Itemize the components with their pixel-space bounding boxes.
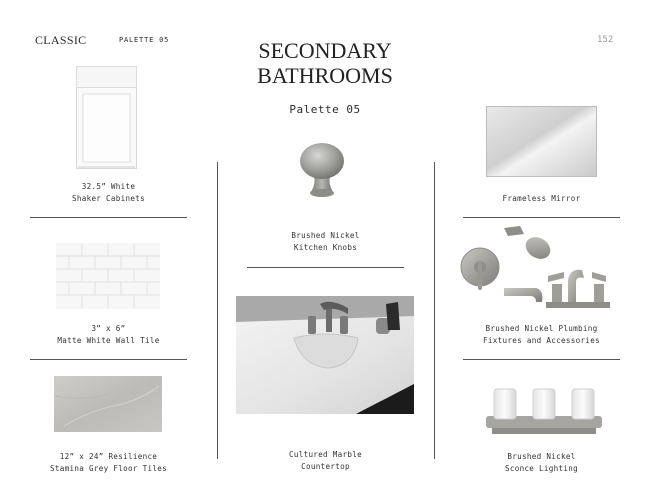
caption-line: Brushed Nickel Plumbing xyxy=(485,324,598,333)
divider-left-1 xyxy=(30,217,187,218)
caption-line: Sconce Lighting xyxy=(504,464,579,473)
column-divider-left xyxy=(217,162,218,459)
caption-line: Fixtures and Accessories xyxy=(483,336,600,345)
caption-shaker-cabinets xyxy=(30,181,187,205)
caption-line: 12” x 24” Resilience xyxy=(59,452,158,461)
floor-tile-image xyxy=(54,376,162,432)
caption-line: 32.5” White xyxy=(81,182,136,191)
page-number: 152 xyxy=(597,35,614,45)
shaker-cabinet-image xyxy=(76,66,138,170)
caption-line: Kitchen Knobs xyxy=(293,243,358,252)
caption-line: Stamina Grey Floor Tiles xyxy=(50,464,167,473)
caption-floor-tile xyxy=(30,451,187,475)
divider-left-2 xyxy=(30,359,187,360)
palette-label: PALETTE 05 xyxy=(119,36,170,44)
frameless-mirror-image xyxy=(486,106,598,178)
caption-line: Brushed Nickel xyxy=(291,231,360,240)
divider-center-1 xyxy=(247,267,404,268)
divider-right-2 xyxy=(463,359,620,360)
caption-line: Shaker Cabinets xyxy=(71,194,146,203)
caption-line: Frameless Mirror xyxy=(502,194,581,203)
column-divider-right xyxy=(434,162,435,459)
caption-plumbing-fixtures xyxy=(463,323,620,347)
caption-line: Matte White Wall Tile xyxy=(57,336,160,345)
marble-countertop-image xyxy=(236,296,414,414)
cabinet-knob-image xyxy=(294,140,350,202)
title-line-1: SECONDARY xyxy=(258,38,392,63)
caption-marble-countertop xyxy=(247,449,404,473)
divider-right-1 xyxy=(463,217,620,218)
wall-tile-image xyxy=(56,243,160,309)
palette-subtitle: Palette 05 xyxy=(289,103,361,116)
caption-frameless-mirror xyxy=(463,193,620,205)
brand-label: CLASSIC xyxy=(35,33,87,47)
caption-sconce-lighting xyxy=(463,451,620,475)
caption-wall-tile xyxy=(30,323,187,347)
caption-line: Cultured Marble xyxy=(288,450,363,459)
caption-line: Countertop xyxy=(301,462,350,471)
title-line-2: BATHROOMS xyxy=(257,63,393,88)
caption-kitchen-knobs xyxy=(247,230,404,254)
sconce-lighting-image xyxy=(484,386,604,438)
page-title xyxy=(225,38,425,88)
caption-line: Brushed Nickel xyxy=(507,452,576,461)
caption-line: 3” x 6” xyxy=(91,324,126,333)
plumbing-fixtures-image xyxy=(460,222,610,310)
